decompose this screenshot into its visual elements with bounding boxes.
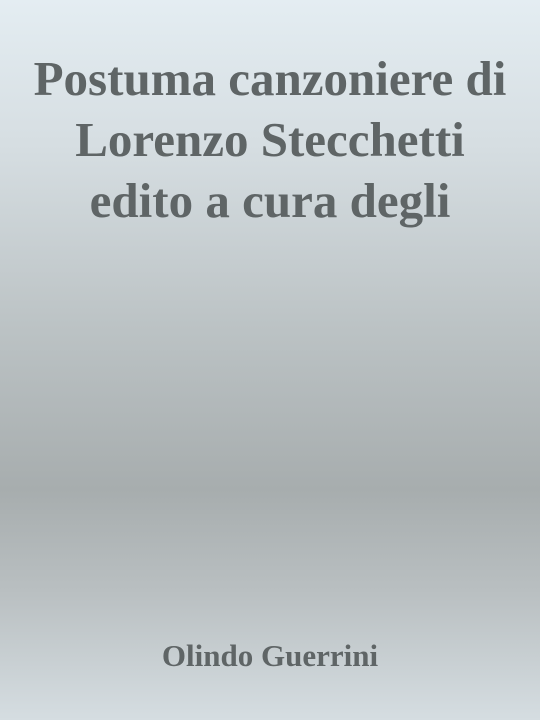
book-title: Postuma canzoniere di Lorenzo Stecchetti edito a cura degli [33,51,507,228]
book-author: Olindo Guerrini [161,638,379,673]
